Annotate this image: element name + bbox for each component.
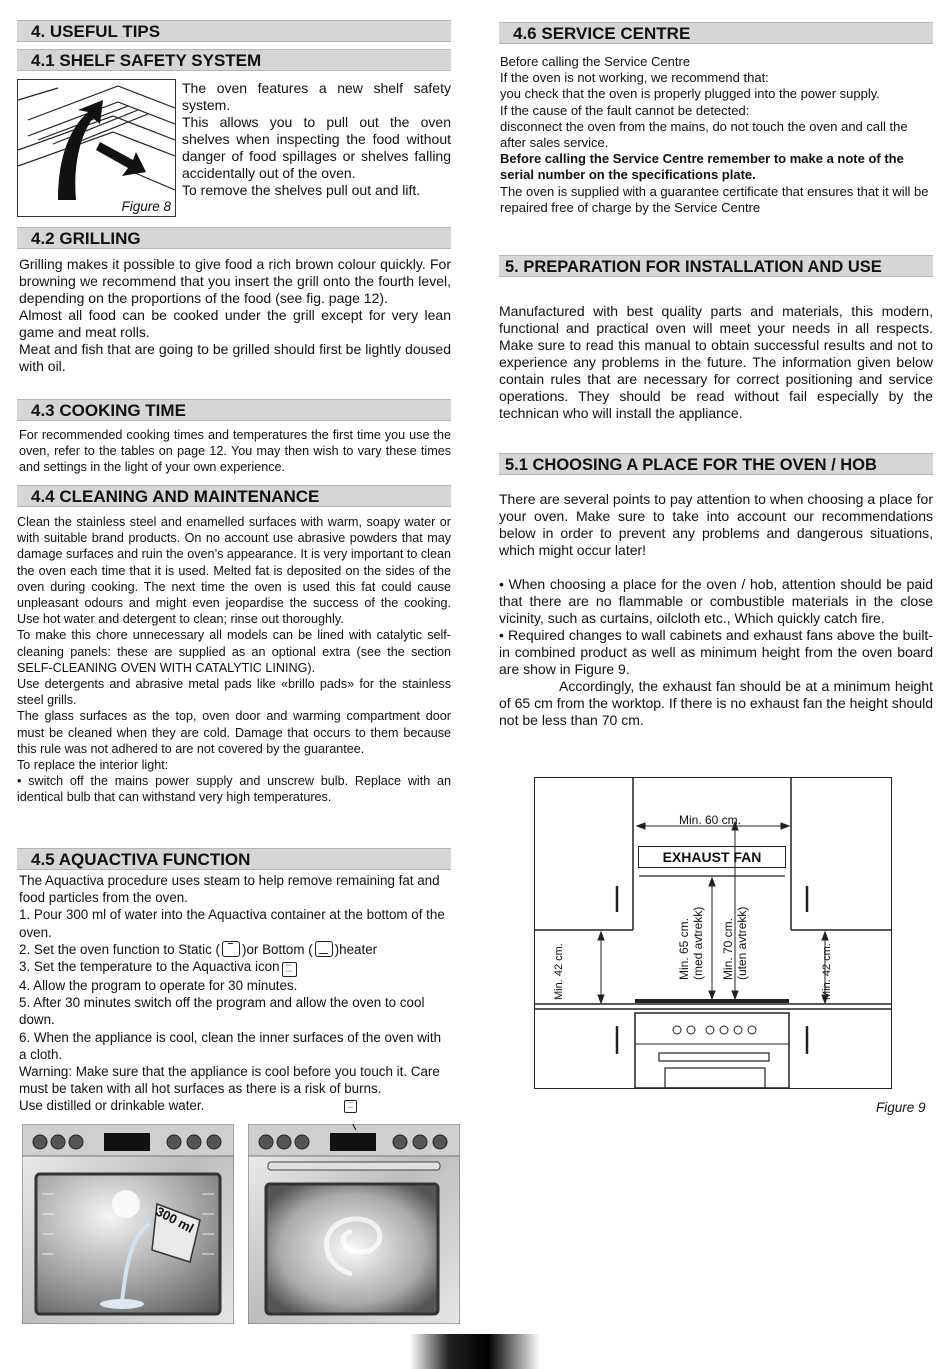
paragraph: • Required changes to wall cabinets and exhaust fans above the built-in combined product as well as minimum height from the oven board are show in Figure 9. — [499, 627, 933, 677]
figure-8-caption: Figure 8 — [121, 199, 171, 214]
min-42-left-label: Min. 42 cm. — [553, 943, 565, 1000]
paragraph: Almost all food can be cooked under the grill except for very lean game and meat rolls. — [19, 307, 451, 340]
text: 3. Set the temperature to the Aquactiva icon — [19, 959, 280, 975]
paragraph: Meat and fish that are going to be grilled should first be lightly doused with oil. — [19, 341, 451, 374]
paragraph: 6. When the appliance is cool, clean the inner surfaces of the oven with a cloth. — [19, 1029, 442, 1062]
paragraph: If the cause of the fault cannot be detected: — [500, 102, 750, 118]
section-heading-choosing-place: 5.1 CHOOSING A PLACE FOR THE OVEN / HOB — [499, 453, 933, 475]
min-70-label — [721, 907, 749, 980]
paragraph: The glass surfaces as the top, oven door and warming compartment door must be cleaned when they are cold. Damage that occurs to them because this rule was not adhered to are not covered by the guarantee. — [17, 709, 451, 756]
min-42-right-label: Min. 42 cm. — [821, 943, 833, 1000]
paragraph: Clean the stainless steel and enamelled surfaces with warm, soapy water or with suitable brand products. On no account use abrasive powders that may damage surfaces and ruin the oven’s appearance. It is very important to clean the oven each time that it is used. Melted fat is deposited on the sides of the oven during cooking. The next time the oven is used this fat could cause unpleasant odours and might even jeopardise the success of the cooking. Use hot water and detergent to clean; rinse out thoroughly. — [17, 515, 451, 627]
exhaust-fan-label: EXHAUST FAN — [638, 846, 786, 868]
water-amount-label: 300 ml — [153, 1203, 197, 1236]
paragraph: There are several points to pay attention to when choosing a place for your oven. Make sure to take into account our recommendations below in order to prevent any problems and dangerous situations, which might occur later! — [499, 491, 933, 558]
section-heading-aquactiva: 4.5 AQUACTIVA FUNCTION — [17, 848, 451, 870]
section-heading-service-centre: 4.6 SERVICE CENTRE — [499, 22, 933, 44]
paragraph: • When choosing a place for the oven / hob, attention should be paid that there are no flammable or combustible materials in the close vicinity, such as curtains, oilcloth etc., Which quickly catch fire. — [499, 576, 933, 626]
section-heading-cleaning: 4.4 CLEANING AND MAINTENANCE — [17, 485, 451, 507]
paragraph: If the oven is not working, we recommend that: — [500, 70, 769, 86]
figure-9-caption: Figure 9 — [876, 1100, 926, 1115]
figure-9-diagram — [534, 777, 892, 1089]
paragraph: Use distilled or drinkable water. — [19, 1098, 205, 1114]
paragraph: 1. Pour 300 ml of water into the Aquactiva container at the bottom of the oven. — [19, 907, 445, 940]
paragraph: 4. Allow the program to operate for 30 minutes. — [19, 978, 298, 994]
page-footer-bar — [410, 1334, 540, 1369]
min-60-label: Min. 60 cm. — [679, 813, 742, 827]
service-centre-text — [500, 54, 934, 216]
bottom-heater-icon — [315, 941, 333, 957]
paragraph: To replace the interior light: — [17, 758, 169, 773]
paragraph: Before calling the Service Centre remember to make a note of the serial number on the specifications plate. — [500, 151, 904, 183]
section-heading-preparation: 5. PREPARATION FOR INSTALLATION AND USE — [499, 255, 933, 277]
text: )heater — [334, 941, 378, 957]
shelf-safety-text — [182, 80, 451, 199]
paragraph: 5. After 30 minutes switch off the program and allow the oven to cool down. — [19, 995, 425, 1028]
cooking-time-text — [19, 427, 451, 475]
paragraph: The Aquactiva procedure uses steam to help remove remaining fat and food particles from the oven. — [19, 873, 440, 906]
uten-avtrekk-text: (uten avtrekk) — [735, 906, 749, 980]
cleaning-text — [17, 514, 451, 806]
shelf-illustration — [18, 80, 175, 216]
section-heading-grilling: 4.2 GRILLING — [17, 227, 451, 249]
aquactiva-text — [19, 872, 451, 1115]
paragraph: The oven features a new shelf safety system. — [182, 80, 451, 113]
spacer — [499, 559, 933, 576]
med-avtrekk-text: (med avtrekk) — [691, 906, 705, 980]
section-heading-shelf-safety: 4.1 SHELF SAFETY SYSTEM — [17, 49, 451, 71]
paragraph: Grilling makes it possible to give food a rich brown colour quickly. For browning we recommend that you insert the grill onto the fourth level, depending on the proportions of the food (see fig. page 12). — [19, 256, 451, 306]
paragraph: To make this chore unnecessary all models can be lined with catalytic self-cleaning panels: these are supplied as an optional extra (see the section SELF-CLEANING OVEN WITH CATALYTIC LINING). — [17, 628, 451, 675]
text: 2. Set the oven function to Static ( — [19, 941, 220, 957]
min-65-label — [677, 907, 705, 980]
paragraph: you check that the oven is properly plugged into the power supply. — [500, 86, 880, 102]
paragraph — [19, 958, 451, 977]
paragraph: The oven is supplied with a guarantee certificate that ensures that it will be repaired free of charge by the Service Centre — [500, 183, 929, 215]
choosing-place-text — [499, 491, 933, 729]
paragraph: disconnect the oven from the mains, do not touch the oven and call the after sales service. — [500, 118, 908, 151]
paragraph: To remove the shelves pull out and lift. — [182, 182, 421, 198]
aquactiva-indicator-icon: ◦◦◦ ◦◦◦ — [344, 1100, 357, 1113]
paragraph: For recommended cooking times and temperatures the first time you use the oven, refer to the tables on page 12. You may then wish to vary these times and settings in the light of your own experience. — [19, 428, 451, 474]
section-heading-cooking-time: 4.3 COOKING TIME — [17, 399, 451, 421]
paragraph: Manufactured with best quality parts and materials, this modern, functional and practical oven will meet your needs in all respects. Make sure to read this manual to obtain successful results and not to experience any problems in the future. The information given below contain rules that are necessary for correct positioning and service operations. They should be read without fail especially by the technican who will install the appliance. — [499, 303, 933, 421]
paragraph: • switch off the mains power supply and unscrew bulb. Replace with an identical bulb that can withstand very high temperatures. — [17, 774, 451, 805]
text: )or Bottom ( — [241, 941, 313, 957]
oven-pouring-water-illustration — [22, 1124, 234, 1324]
preparation-text — [499, 303, 933, 422]
paragraph — [19, 941, 451, 958]
aquactiva-icon: ◦◦◦ ◦◦◦ — [282, 962, 297, 977]
paragraph: Accordingly, the exhaust fan should be at a minimum height of 65 cm from the worktop. If there is no exhaust fan the height should not be less than 70 cm. — [499, 678, 933, 728]
static-heater-icon — [222, 941, 240, 957]
min-70-text: Min. 70 cm. — [721, 917, 735, 980]
oven-steam-illustration — [248, 1124, 460, 1324]
paragraph: Use detergents and abrasive metal pads like «brillo pads» for the stainless steel grills. — [17, 677, 451, 708]
section-heading-useful-tips: 4. USEFUL TIPS — [17, 20, 451, 42]
paragraph: Before calling the Service Centre — [500, 54, 691, 69]
paragraph: Warning: Make sure that the appliance is cool before you touch it. Care must be taken with all hot surfaces as there is a risk of burns. — [19, 1064, 440, 1097]
min-65-text: Min. 65 cm. — [677, 917, 691, 980]
figure-8-shelf — [17, 79, 176, 217]
grilling-text — [19, 256, 451, 375]
paragraph: This allows you to pull out the oven shelves when inspecting the food without danger of food spillages or shelves falling accidentally out of the oven. — [182, 114, 451, 181]
